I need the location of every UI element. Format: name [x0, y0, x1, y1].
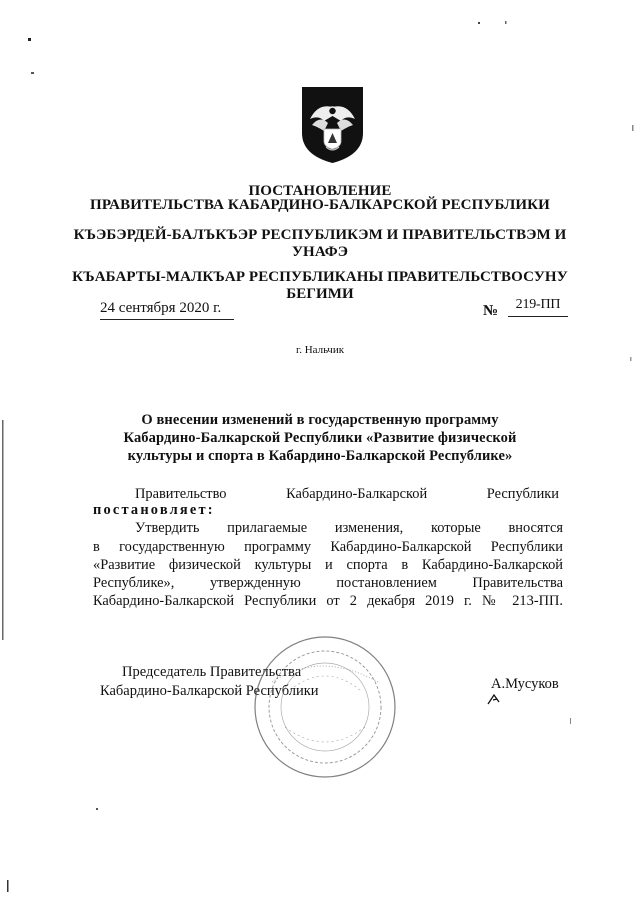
body-line-6: Республике», утвержденную постановлением Правительства [93, 575, 563, 591]
body-line-2: постановляет: [93, 502, 215, 518]
document-number: 219-ПП [508, 297, 568, 317]
government-name-ru: ПРАВИТЕЛЬСТВА КАБАРДИНО-БАЛКАРСКОЙ РЕСПУБЛИКИ [90, 197, 550, 213]
government-name-kbd-line2: УНАФЭ [291, 244, 349, 260]
body-line-4: в государственную программу Кабардино-Балкарской Республики [93, 539, 563, 555]
signatory-position-line1: Председатель Правительства [122, 664, 302, 680]
document-title-line2: Кабардино-Балкарской Республики «Развитие физической [123, 430, 517, 446]
government-name-kbd-line1: КЪЭБЭРДЕЙ-БАЛЪКЪЭР РЕСПУБЛИКЭМ И ПРАВИТЕЛЬСТВЭМ И [73, 227, 567, 243]
signature-scribble-icon [486, 692, 506, 706]
document-title-line1: О внесении изменений в государственную программу [141, 412, 499, 428]
official-seal-icon [250, 632, 400, 782]
body-line-7: Кабардино-Балкарской Республики от 2 декабря 2019 г. № 213-ПП. [93, 593, 563, 609]
document-date: 24 сентября 2020 г. [100, 300, 234, 320]
signatory-name: А.Мусуков [491, 676, 559, 692]
government-name-krc-line1: КЪАБАРТЫ-МАЛКЪАР РЕСПУБЛИКАНЫ ПРАВИТЕЛЬСТВОСУНУ [72, 269, 568, 285]
number-sign: № [483, 303, 499, 319]
body-line-5: «Развитие физической культуры и спорта в Кабардино-Балкарской [93, 557, 563, 573]
body-line-1: Правительство Кабардино-Балкарской Республики [135, 486, 559, 502]
document-title-line3: культуры и спорта в Кабардино-Балкарской Республике» [127, 448, 513, 464]
signatory-position-line2: Кабардино-Балкарской Республики [100, 683, 319, 699]
coat-of-arms-icon [300, 85, 365, 165]
city-name: г. Нальчик [295, 344, 345, 356]
body-line-3: Утвердить прилагаемые изменения, которые вносятся [135, 520, 563, 536]
government-name-krc-line2: БЕГИМИ [286, 286, 354, 302]
document-type-heading: ПОСТАНОВЛЕНИЕ [248, 183, 392, 199]
